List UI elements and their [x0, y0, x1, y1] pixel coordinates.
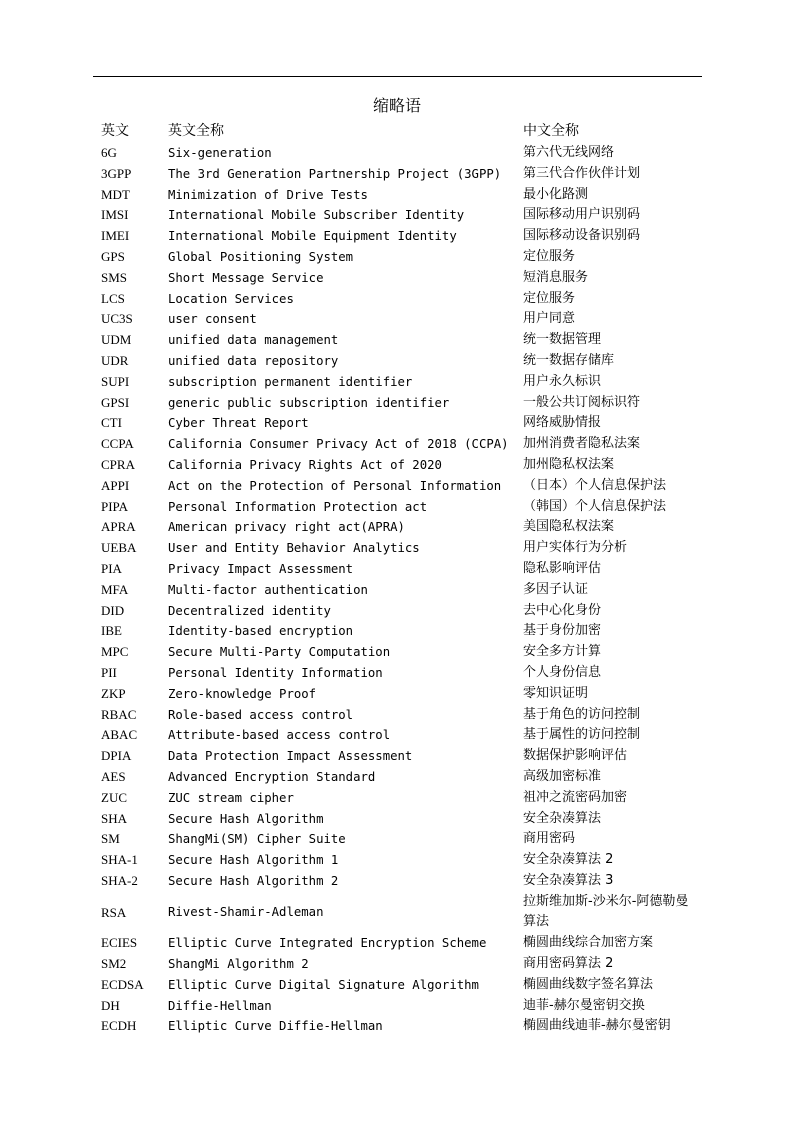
- table-row: [0, 393, 794, 414]
- table-row: [0, 725, 794, 746]
- chinese-name-cell: 拉斯维加斯-沙米尔-阿德勒曼算法: [523, 893, 689, 930]
- chinese-name-cell: 椭圆曲线迪菲-赫尔曼密钥: [523, 1018, 671, 1034]
- english-name-cell: Elliptic Curve Digital Signature Algorithm: [168, 977, 479, 992]
- chinese-name-cell: 国际移动用户识别码: [523, 207, 641, 223]
- english-name-cell: Attribute-based access control: [168, 728, 391, 743]
- chinese-name-cell: 隐私影响评估: [523, 560, 602, 576]
- chinese-name-cell: （韩国）个人信息保护法: [523, 498, 667, 514]
- table-row: [0, 809, 794, 830]
- english-name-cell: Zero-knowledge Proof: [168, 686, 317, 701]
- abbr-cell: APRA: [101, 519, 136, 535]
- english-name-cell: Role-based access control: [168, 707, 354, 722]
- chinese-name-cell: 用户同意: [523, 311, 576, 327]
- chinese-name-cell: 安全杂凑算法 3: [523, 872, 614, 888]
- english-name-cell: user consent: [168, 312, 257, 327]
- chinese-name-cell: （日本）个人信息保护法: [523, 477, 667, 493]
- english-name-cell: International Mobile Subscriber Identity: [168, 208, 465, 223]
- english-name-cell: Rivest-Shamir-Adleman: [168, 904, 324, 919]
- english-name-cell: Diffie-Hellman: [168, 998, 272, 1013]
- abbr-cell: SMS: [101, 269, 128, 285]
- abbr-cell: 6G: [101, 145, 117, 160]
- table-row: [0, 892, 794, 934]
- chinese-name-cell: 商用密码: [523, 831, 576, 847]
- abbr-cell: IBE: [101, 623, 122, 639]
- english-name-cell: Location Services: [168, 291, 294, 306]
- table-row: [0, 705, 794, 726]
- abbr-cell: IMSI: [101, 207, 129, 223]
- chinese-name-cell: 迪菲-赫尔曼密钥交换: [523, 997, 645, 1013]
- table-row: [0, 289, 794, 310]
- chinese-name-cell: 椭圆曲线综合加密方案: [523, 935, 654, 951]
- top-rule: [93, 76, 702, 77]
- table-row: [0, 455, 794, 476]
- chinese-name-cell: 去中心化身份: [523, 602, 602, 618]
- table-row: [0, 559, 794, 580]
- abbr-cell: SM: [101, 831, 120, 847]
- english-name-cell: Secure Hash Algorithm: [168, 811, 324, 826]
- chinese-name-cell: 零知识证明: [523, 685, 589, 701]
- chinese-name-cell: 第三代合作伙伴计划: [523, 165, 641, 181]
- abbr-cell: ECIES: [101, 935, 138, 951]
- table-row: [0, 933, 794, 954]
- abbr-cell: ABAC: [101, 727, 138, 743]
- english-name-cell: Privacy Impact Assessment: [168, 561, 354, 576]
- table-row: [0, 268, 794, 289]
- english-name-cell: ZUC stream cipher: [168, 790, 294, 805]
- abbr-cell: CTI: [101, 415, 122, 431]
- table-row: [0, 164, 794, 185]
- header-english-full-name: 英文全称: [168, 123, 224, 139]
- abbr-cell: UDR: [101, 352, 129, 368]
- table-row: [0, 767, 794, 788]
- table-row: [0, 143, 794, 164]
- chinese-name-cell: 美国隐私权法案: [523, 519, 615, 535]
- abbr-cell: SUPI: [101, 373, 130, 389]
- english-name-cell: California Privacy Rights Act of 2020: [168, 457, 442, 472]
- abbr-cell: MPC: [101, 644, 129, 660]
- chinese-name-cell: 定位服务: [523, 290, 576, 306]
- english-name-cell: Global Positioning System: [168, 249, 354, 264]
- english-name-cell: generic public subscription identifier: [168, 395, 450, 410]
- table-row: [0, 476, 794, 497]
- chinese-name-cell: 网络威胁情报: [523, 415, 602, 431]
- chinese-name-cell: 个人身份信息: [523, 664, 602, 680]
- abbr-cell: ECDSA: [101, 976, 144, 992]
- english-name-cell: Personal Information Protection act: [168, 499, 428, 514]
- english-name-cell: unified data management: [168, 333, 339, 348]
- abbr-cell: SM2: [101, 956, 127, 972]
- abbr-cell: 3GPP: [101, 165, 132, 181]
- english-name-cell: Short Message Service: [168, 270, 324, 285]
- english-name-cell: American privacy right act(APRA): [168, 520, 405, 535]
- table-row: [0, 663, 794, 684]
- chinese-name-cell: 国际移动设备识别码: [523, 228, 641, 244]
- chinese-name-cell: 统一数据管理: [523, 332, 602, 348]
- abbr-cell: ZUC: [101, 789, 127, 805]
- english-name-cell: Advanced Encryption Standard: [168, 769, 376, 784]
- table-row: [0, 205, 794, 226]
- table-row: [0, 309, 794, 330]
- abbr-cell: SHA-2: [101, 872, 138, 888]
- header-chinese-full-name: 中文全称: [523, 123, 579, 139]
- chinese-name-cell: 祖冲之流密码加密: [523, 789, 628, 805]
- abbr-cell: UC3S: [101, 311, 133, 327]
- english-name-cell: Minimization of Drive Tests: [168, 187, 368, 202]
- english-name-cell: unified data repository: [168, 353, 339, 368]
- table-row: [0, 1016, 794, 1037]
- table-row: [0, 975, 794, 996]
- english-name-cell: subscription permanent identifier: [168, 374, 413, 389]
- abbr-cell: IMEI: [101, 228, 130, 244]
- chinese-name-cell: 安全杂凑算法: [523, 810, 602, 826]
- english-name-cell: The 3rd Generation Partnership Project (3GPP): [168, 166, 502, 181]
- abbr-cell: UEBA: [101, 540, 137, 556]
- table-row: [0, 601, 794, 622]
- page-title: 缩略语: [372, 96, 421, 115]
- chinese-name-cell: 最小化路测: [523, 186, 589, 202]
- abbr-cell: PIA: [101, 560, 122, 576]
- abbr-cell: UDM: [101, 332, 132, 348]
- chinese-name-cell: 多因子认证: [523, 581, 589, 597]
- chinese-name-cell: 用户永久标识: [523, 373, 602, 389]
- abbr-cell: DPIA: [101, 748, 132, 764]
- english-name-cell: Secure Multi-Party Computation: [168, 645, 391, 660]
- chinese-name-cell: 基于属性的访问控制: [523, 727, 641, 743]
- chinese-name-cell: 第六代无线网络: [523, 145, 615, 160]
- table-row: [0, 538, 794, 559]
- english-name-cell: Six-generation: [168, 146, 272, 160]
- english-name-cell: ShangMi Algorithm 2: [168, 957, 309, 972]
- abbr-cell: SHA: [101, 810, 128, 826]
- table-row: [0, 788, 794, 809]
- abbr-cell: MDT: [101, 186, 130, 202]
- english-name-cell: Secure Hash Algorithm 2: [168, 873, 339, 888]
- chinese-name-cell: 统一数据存储库: [523, 352, 615, 368]
- abbreviation-list: [0, 143, 794, 1037]
- abbr-cell: MFA: [101, 581, 129, 597]
- english-name-cell: Data Protection Impact Assessment: [168, 749, 413, 764]
- abbr-cell: AES: [101, 768, 126, 784]
- abbr-cell: CPRA: [101, 456, 135, 472]
- english-name-cell: International Mobile Equipment Identity: [168, 229, 457, 244]
- table-row: [0, 351, 794, 372]
- chinese-name-cell: 用户实体行为分析: [523, 540, 628, 556]
- abbr-cell: ZKP: [101, 685, 126, 701]
- chinese-name-cell: 加州消费者隐私法案: [523, 436, 641, 452]
- chinese-name-cell: 数据保护影响评估: [523, 748, 628, 764]
- table-row: [0, 330, 794, 351]
- chinese-name-cell: 基于角色的访问控制: [523, 706, 641, 722]
- english-name-cell: Personal Identity Information: [168, 665, 383, 680]
- table-row: [0, 850, 794, 871]
- table-row: [0, 684, 794, 705]
- chinese-name-cell: 一般公共订阅标识符: [523, 394, 641, 410]
- header-abbreviation: 英文: [101, 123, 129, 139]
- chinese-name-cell: 安全杂凑算法 2: [523, 852, 614, 868]
- abbr-cell: SHA-1: [101, 852, 138, 868]
- table-row: [0, 497, 794, 518]
- english-name-cell: Identity-based encryption: [168, 624, 354, 639]
- abbr-cell: GPSI: [101, 394, 130, 410]
- chinese-name-cell: 安全多方计算: [523, 644, 602, 660]
- abbr-cell: ECDH: [101, 1018, 137, 1034]
- table-row: [0, 580, 794, 601]
- table-row: [0, 247, 794, 268]
- chinese-name-cell: 高级加密标准: [523, 768, 602, 784]
- english-name-cell: Act on the Protection of Personal Information: [168, 478, 502, 493]
- english-name-cell: User and Entity Behavior Analytics: [168, 541, 420, 556]
- chinese-name-cell: 基于身份加密: [523, 623, 602, 639]
- table-row: [0, 621, 794, 642]
- english-name-cell: Elliptic Curve Diffie-Hellman: [168, 1019, 383, 1034]
- chinese-name-cell: 加州隐私权法案: [523, 456, 615, 472]
- english-name-cell: Multi-factor authentication: [168, 582, 368, 597]
- table-row: [0, 746, 794, 767]
- abbr-cell: CCPA: [101, 436, 134, 452]
- english-name-cell: California Consumer Privacy Act of 2018 (CCPA): [168, 437, 509, 452]
- abbr-cell: APPI: [101, 477, 130, 493]
- table-row: [0, 372, 794, 393]
- chinese-name-cell: 短消息服务: [523, 269, 589, 285]
- chinese-name-cell: 商用密码算法 2: [523, 956, 614, 972]
- table-row: [0, 517, 794, 538]
- table-row: [0, 434, 794, 455]
- abbr-cell: DH: [101, 997, 120, 1013]
- table-row: [0, 226, 794, 247]
- english-name-cell: Cyber Threat Report: [168, 416, 309, 431]
- english-name-cell: Secure Hash Algorithm 1: [168, 853, 339, 868]
- table-row: [0, 871, 794, 892]
- abbr-cell: LCS: [101, 290, 125, 306]
- abbr-cell: PII: [101, 664, 117, 680]
- chinese-name-cell: 椭圆曲线数字签名算法: [523, 976, 654, 992]
- english-name-cell: ShangMi(SM) Cipher Suite: [168, 832, 346, 847]
- english-name-cell: Decentralized identity: [168, 603, 331, 618]
- abbr-cell: RSA: [101, 904, 127, 920]
- abbr-cell: RBAC: [101, 706, 137, 722]
- table-row: [0, 642, 794, 663]
- table-row: [0, 829, 794, 850]
- table-row: [0, 185, 794, 206]
- abbr-cell: DID: [101, 602, 125, 618]
- table-row: [0, 954, 794, 975]
- abbr-cell: PIPA: [101, 498, 128, 514]
- table-row: [0, 996, 794, 1017]
- abbr-cell: GPS: [101, 248, 125, 264]
- chinese-name-cell: 定位服务: [523, 248, 576, 264]
- english-name-cell: Elliptic Curve Integrated Encryption Scheme: [168, 936, 487, 951]
- table-row: [0, 413, 794, 434]
